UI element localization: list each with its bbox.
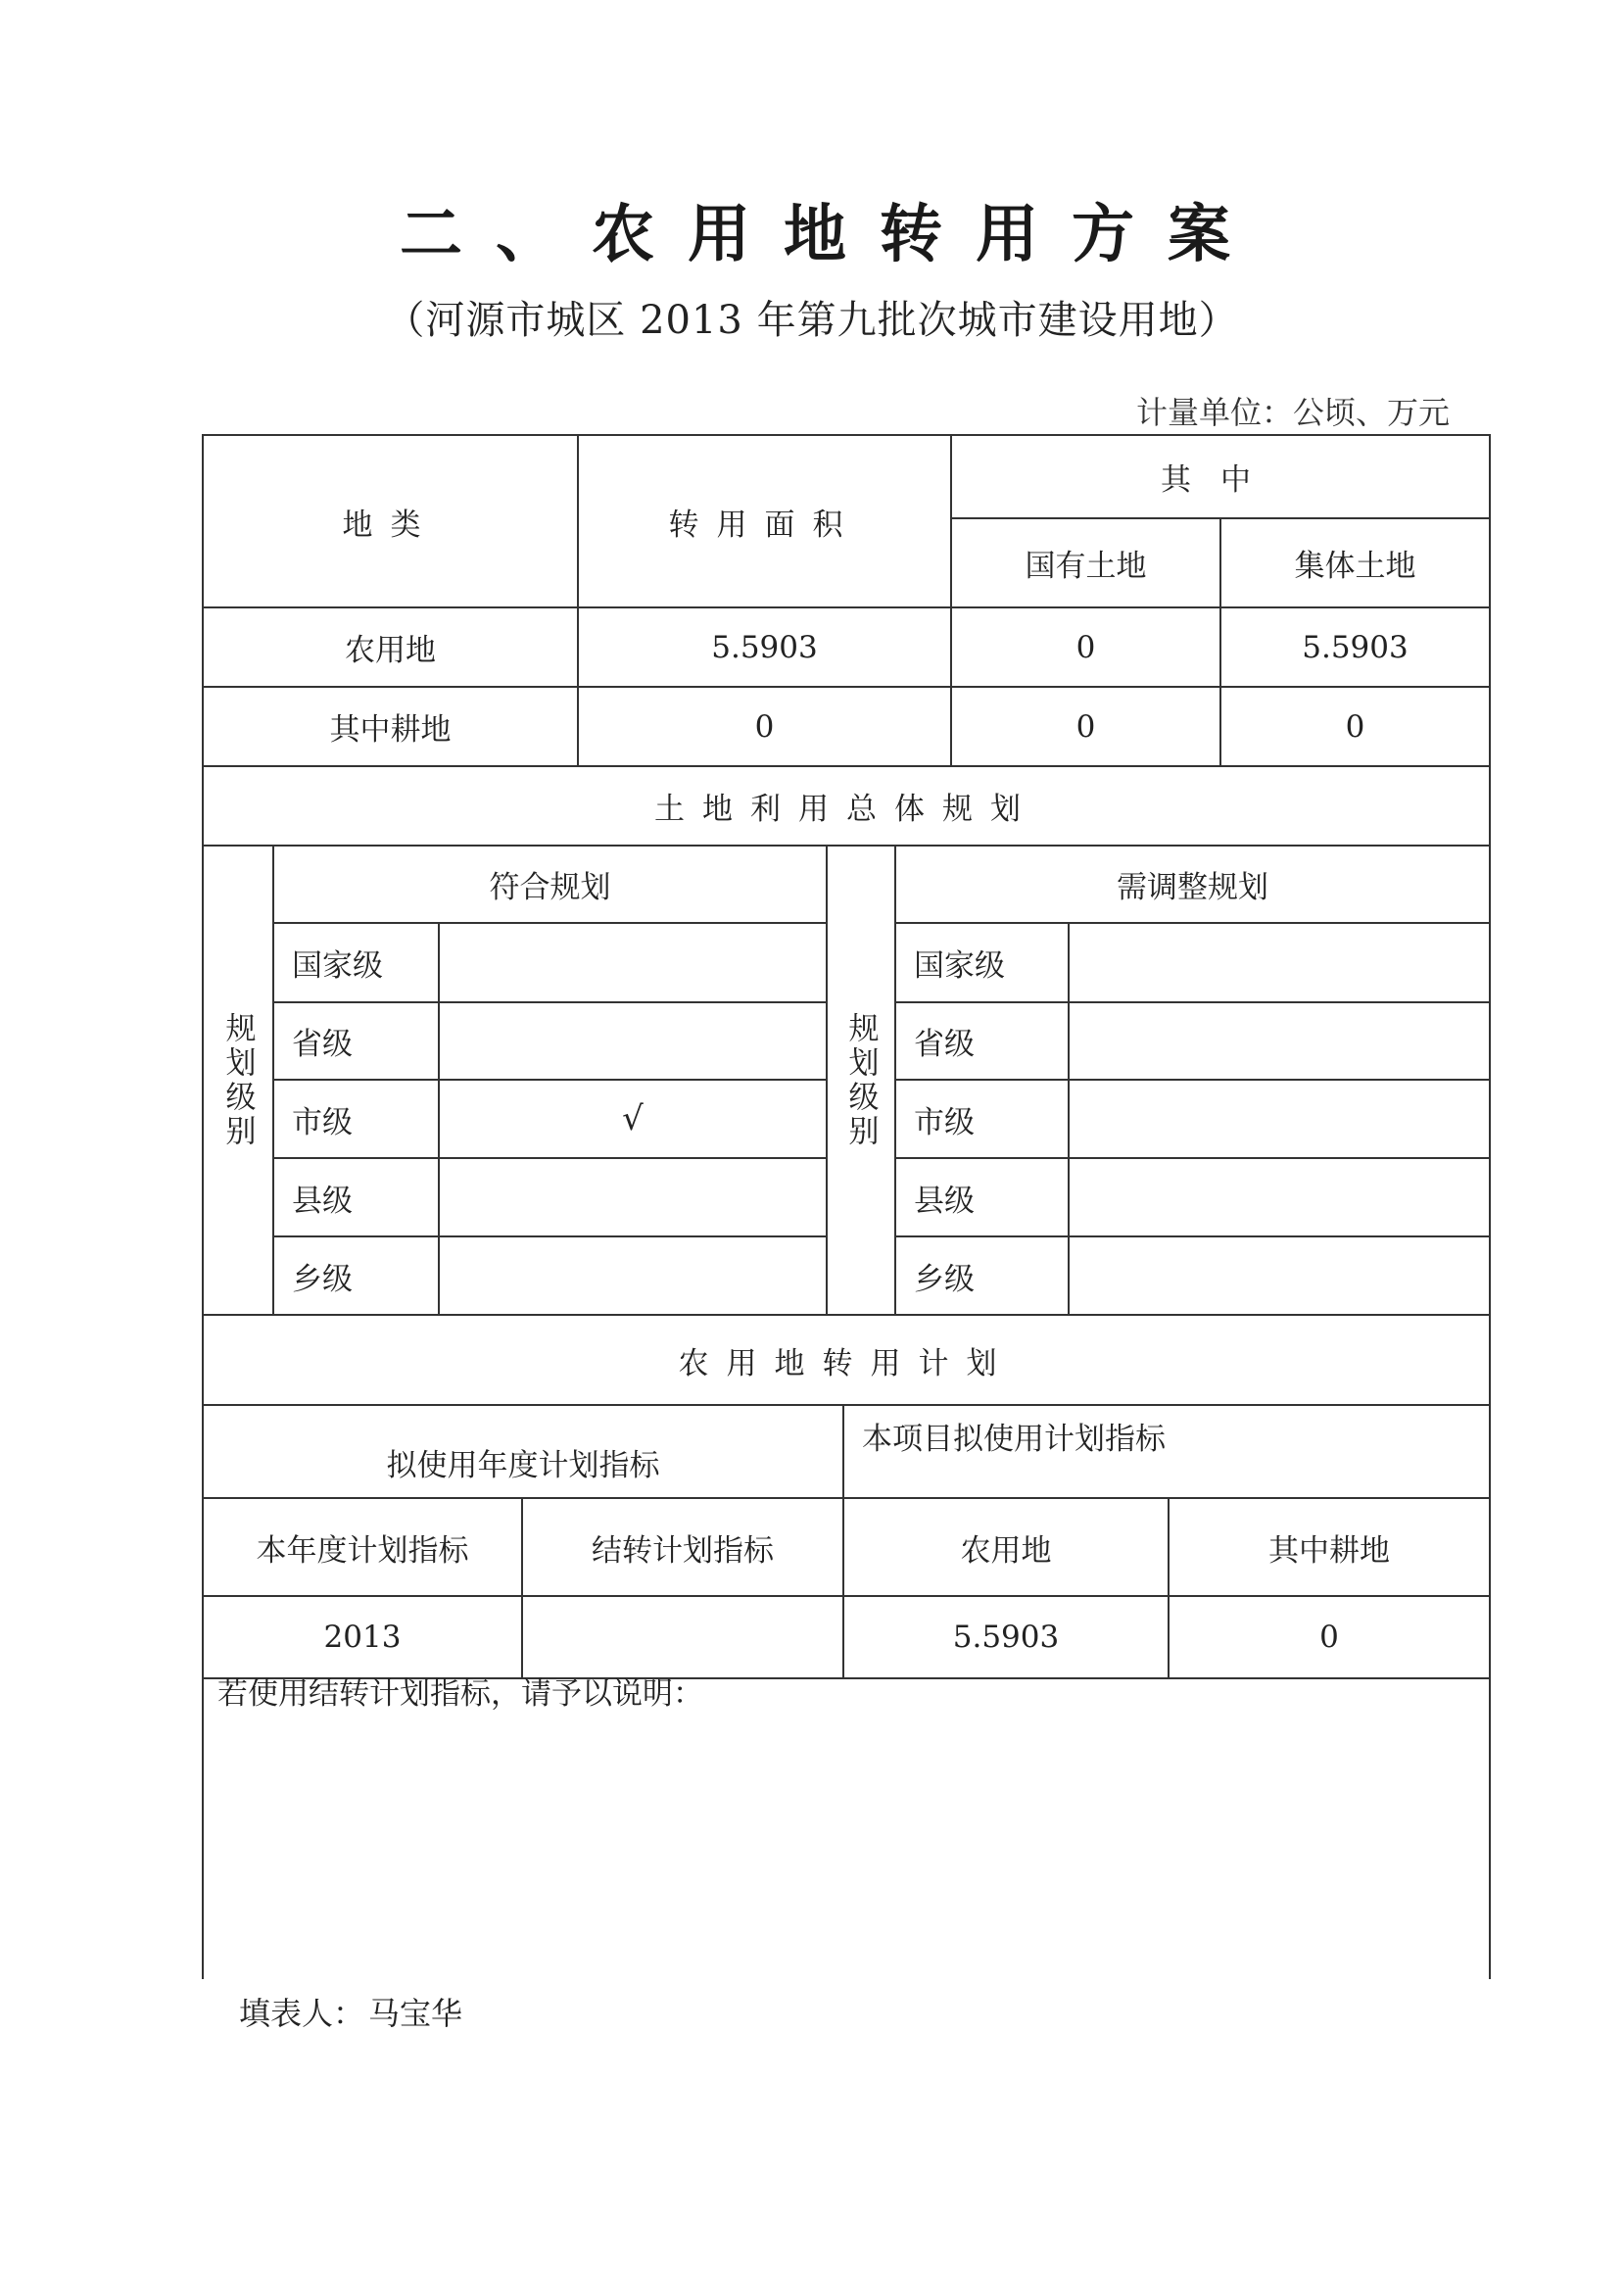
table-border-right xyxy=(1489,434,1491,1979)
left-mark-township xyxy=(440,1237,826,1314)
right-mark-city xyxy=(1070,1081,1489,1157)
right-level-township: 乡级 xyxy=(914,1261,975,1297)
row-collective: 0 xyxy=(1345,708,1365,745)
filler-label: 填表人： xyxy=(239,1995,365,2032)
left-mark-national xyxy=(440,924,826,1001)
annual-indicator-heading: 拟使用年度计划指标 xyxy=(386,1448,660,1483)
conversion-plan-title: 农用地转用计划 xyxy=(678,1345,1015,1381)
form-filler xyxy=(235,1989,462,2034)
document-title: 二、农用地转用方案 xyxy=(400,198,1264,271)
left-level-national: 国家级 xyxy=(292,948,383,984)
left-heading: 符合规划 xyxy=(489,870,611,905)
right-mark-township xyxy=(1070,1237,1489,1314)
right-level-national: 国家级 xyxy=(914,948,1005,984)
project-indicator-heading: 本项目拟使用计划指标 xyxy=(862,1422,1166,1457)
right-level-label: 规划级别 xyxy=(842,1011,879,1149)
header-land-type: 地类 xyxy=(342,507,439,543)
filler-name: 马宝华 xyxy=(368,1995,463,2032)
row-label: 其中耕地 xyxy=(329,712,452,748)
row-state: 0 xyxy=(1075,629,1096,665)
header-area: 转用面积 xyxy=(668,507,861,543)
right-mark-national xyxy=(1070,924,1489,1001)
row-label: 农用地 xyxy=(345,633,436,668)
left-level-city: 市级 xyxy=(292,1104,353,1140)
header-of-which: 其中 xyxy=(1161,462,1280,498)
document-subtitle: （河源市城区 2013 年第九批次城市建设用地） xyxy=(385,298,1239,343)
carry-over-heading: 结转计划指标 xyxy=(592,1532,774,1569)
header-state-owned: 国有土地 xyxy=(1025,549,1147,584)
row-area: 0 xyxy=(754,708,775,745)
farmland-value: 5.5903 xyxy=(952,1620,1060,1655)
row-state: 0 xyxy=(1075,708,1096,745)
header-collective: 集体土地 xyxy=(1294,549,1416,584)
cultivated-value: 0 xyxy=(1319,1620,1339,1655)
left-level-label: 规划级别 xyxy=(219,1011,256,1149)
left-mark-city: √ xyxy=(622,1099,644,1138)
left-level-province: 省级 xyxy=(292,1027,353,1062)
right-level-label-cell xyxy=(828,847,894,1314)
unit-label: 计量单位：公顷、万元 xyxy=(1135,394,1450,431)
carry-over-value xyxy=(523,1597,842,1677)
right-mark-county xyxy=(1070,1159,1489,1235)
current-year-value: 2013 xyxy=(323,1620,402,1655)
right-mark-province xyxy=(1070,1003,1489,1079)
right-level-province: 省级 xyxy=(914,1027,975,1062)
right-level-city: 市级 xyxy=(914,1104,975,1140)
left-mark-county xyxy=(440,1159,826,1235)
row-area: 5.5903 xyxy=(711,629,818,665)
left-mark-province xyxy=(440,1003,826,1079)
current-year-heading: 本年度计划指标 xyxy=(256,1532,469,1569)
left-level-county: 县级 xyxy=(292,1183,353,1219)
right-heading: 需调整规划 xyxy=(1117,870,1268,905)
cultivated-heading: 其中耕地 xyxy=(1268,1532,1390,1569)
carry-over-note-label: 若使用结转计划指标，请予以说明： xyxy=(217,1676,703,1712)
plan-section-title: 土地利用总体规划 xyxy=(654,792,1038,827)
left-level-label-cell xyxy=(204,847,272,1314)
farmland-heading: 农用地 xyxy=(960,1532,1052,1569)
right-level-county: 县级 xyxy=(914,1183,975,1219)
row-collective: 5.5903 xyxy=(1302,629,1409,665)
left-level-township: 乡级 xyxy=(292,1261,353,1297)
